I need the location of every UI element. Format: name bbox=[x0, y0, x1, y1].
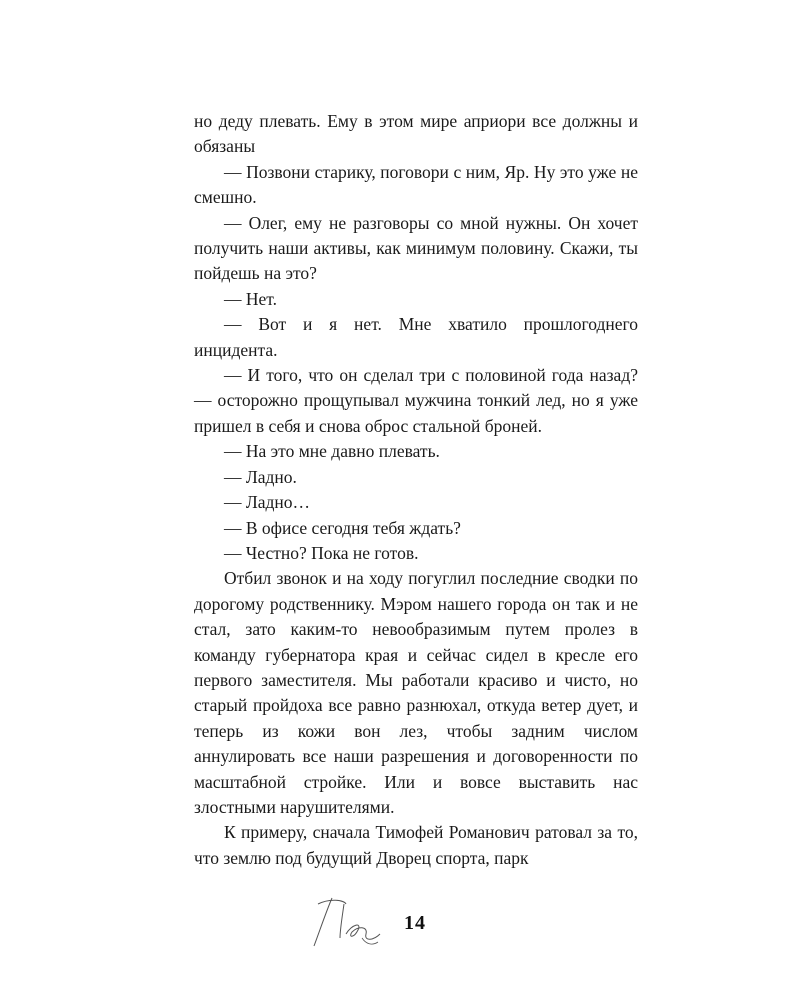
dialogue-line: — Ладно. bbox=[224, 466, 297, 487]
dialogue-line: — В офисе сегодня тебя ждать? bbox=[224, 517, 461, 538]
paragraph: Отбил звонок и на ходу погуглил последние сводки по дорогому родственнику. Мэром нашего города он так и не стал, зато каким-то невообразимым путем пролез в команду губернатора края и сейчас сидел в кресле его первого заместителя. Мы работали красиво и чисто, но старый пройдоха все равно разнюхал, откуда ветер дует, и теперь из кожи вон лез, чтобы задним числом аннулировать все наши разрешения и договоренности по масштабной стройке. Или и вовсе выставить нас злостными нарушителями. bbox=[194, 568, 638, 817]
dialogue-line: — И того, что он сделал три с половиной года назад? — осторожно прощупывал мужчина тонкий лед, но я уже пришел в себя и снова оброс стальной броней. bbox=[194, 365, 638, 436]
dialogue-line: — Честно? Пока не готов. bbox=[224, 542, 419, 563]
page-number: 14 bbox=[404, 912, 426, 934]
handwritten-signature bbox=[300, 890, 396, 950]
book-text-block bbox=[194, 109, 638, 871]
dialogue-line: — Позвони старику, поговори с ним, Яр. Ну это уже не смешно. bbox=[194, 161, 638, 208]
dialogue-line: — Вот и я нет. Мне хватило прошлогоднего инцидента. bbox=[194, 314, 638, 360]
dialogue-line: — Олег, ему не разговоры со мной нужны. Он хочет получить наши активы, как минимум половину. Скажи, ты пойдешь на это? bbox=[194, 212, 638, 284]
dialogue-line: — Ладно… bbox=[224, 492, 311, 513]
paragraph: К примеру, сначала Тимофей Романович ратовал за то, что землю под будущий Дворец спорта, парк bbox=[194, 822, 638, 868]
dialogue-line: — На это мне давно плевать. bbox=[224, 441, 440, 462]
page-footer bbox=[0, 880, 800, 960]
dialogue-line: — Нет. bbox=[224, 288, 277, 309]
paragraph: но деду плевать. Ему в этом мире априори все должны и обязаны bbox=[194, 111, 638, 157]
